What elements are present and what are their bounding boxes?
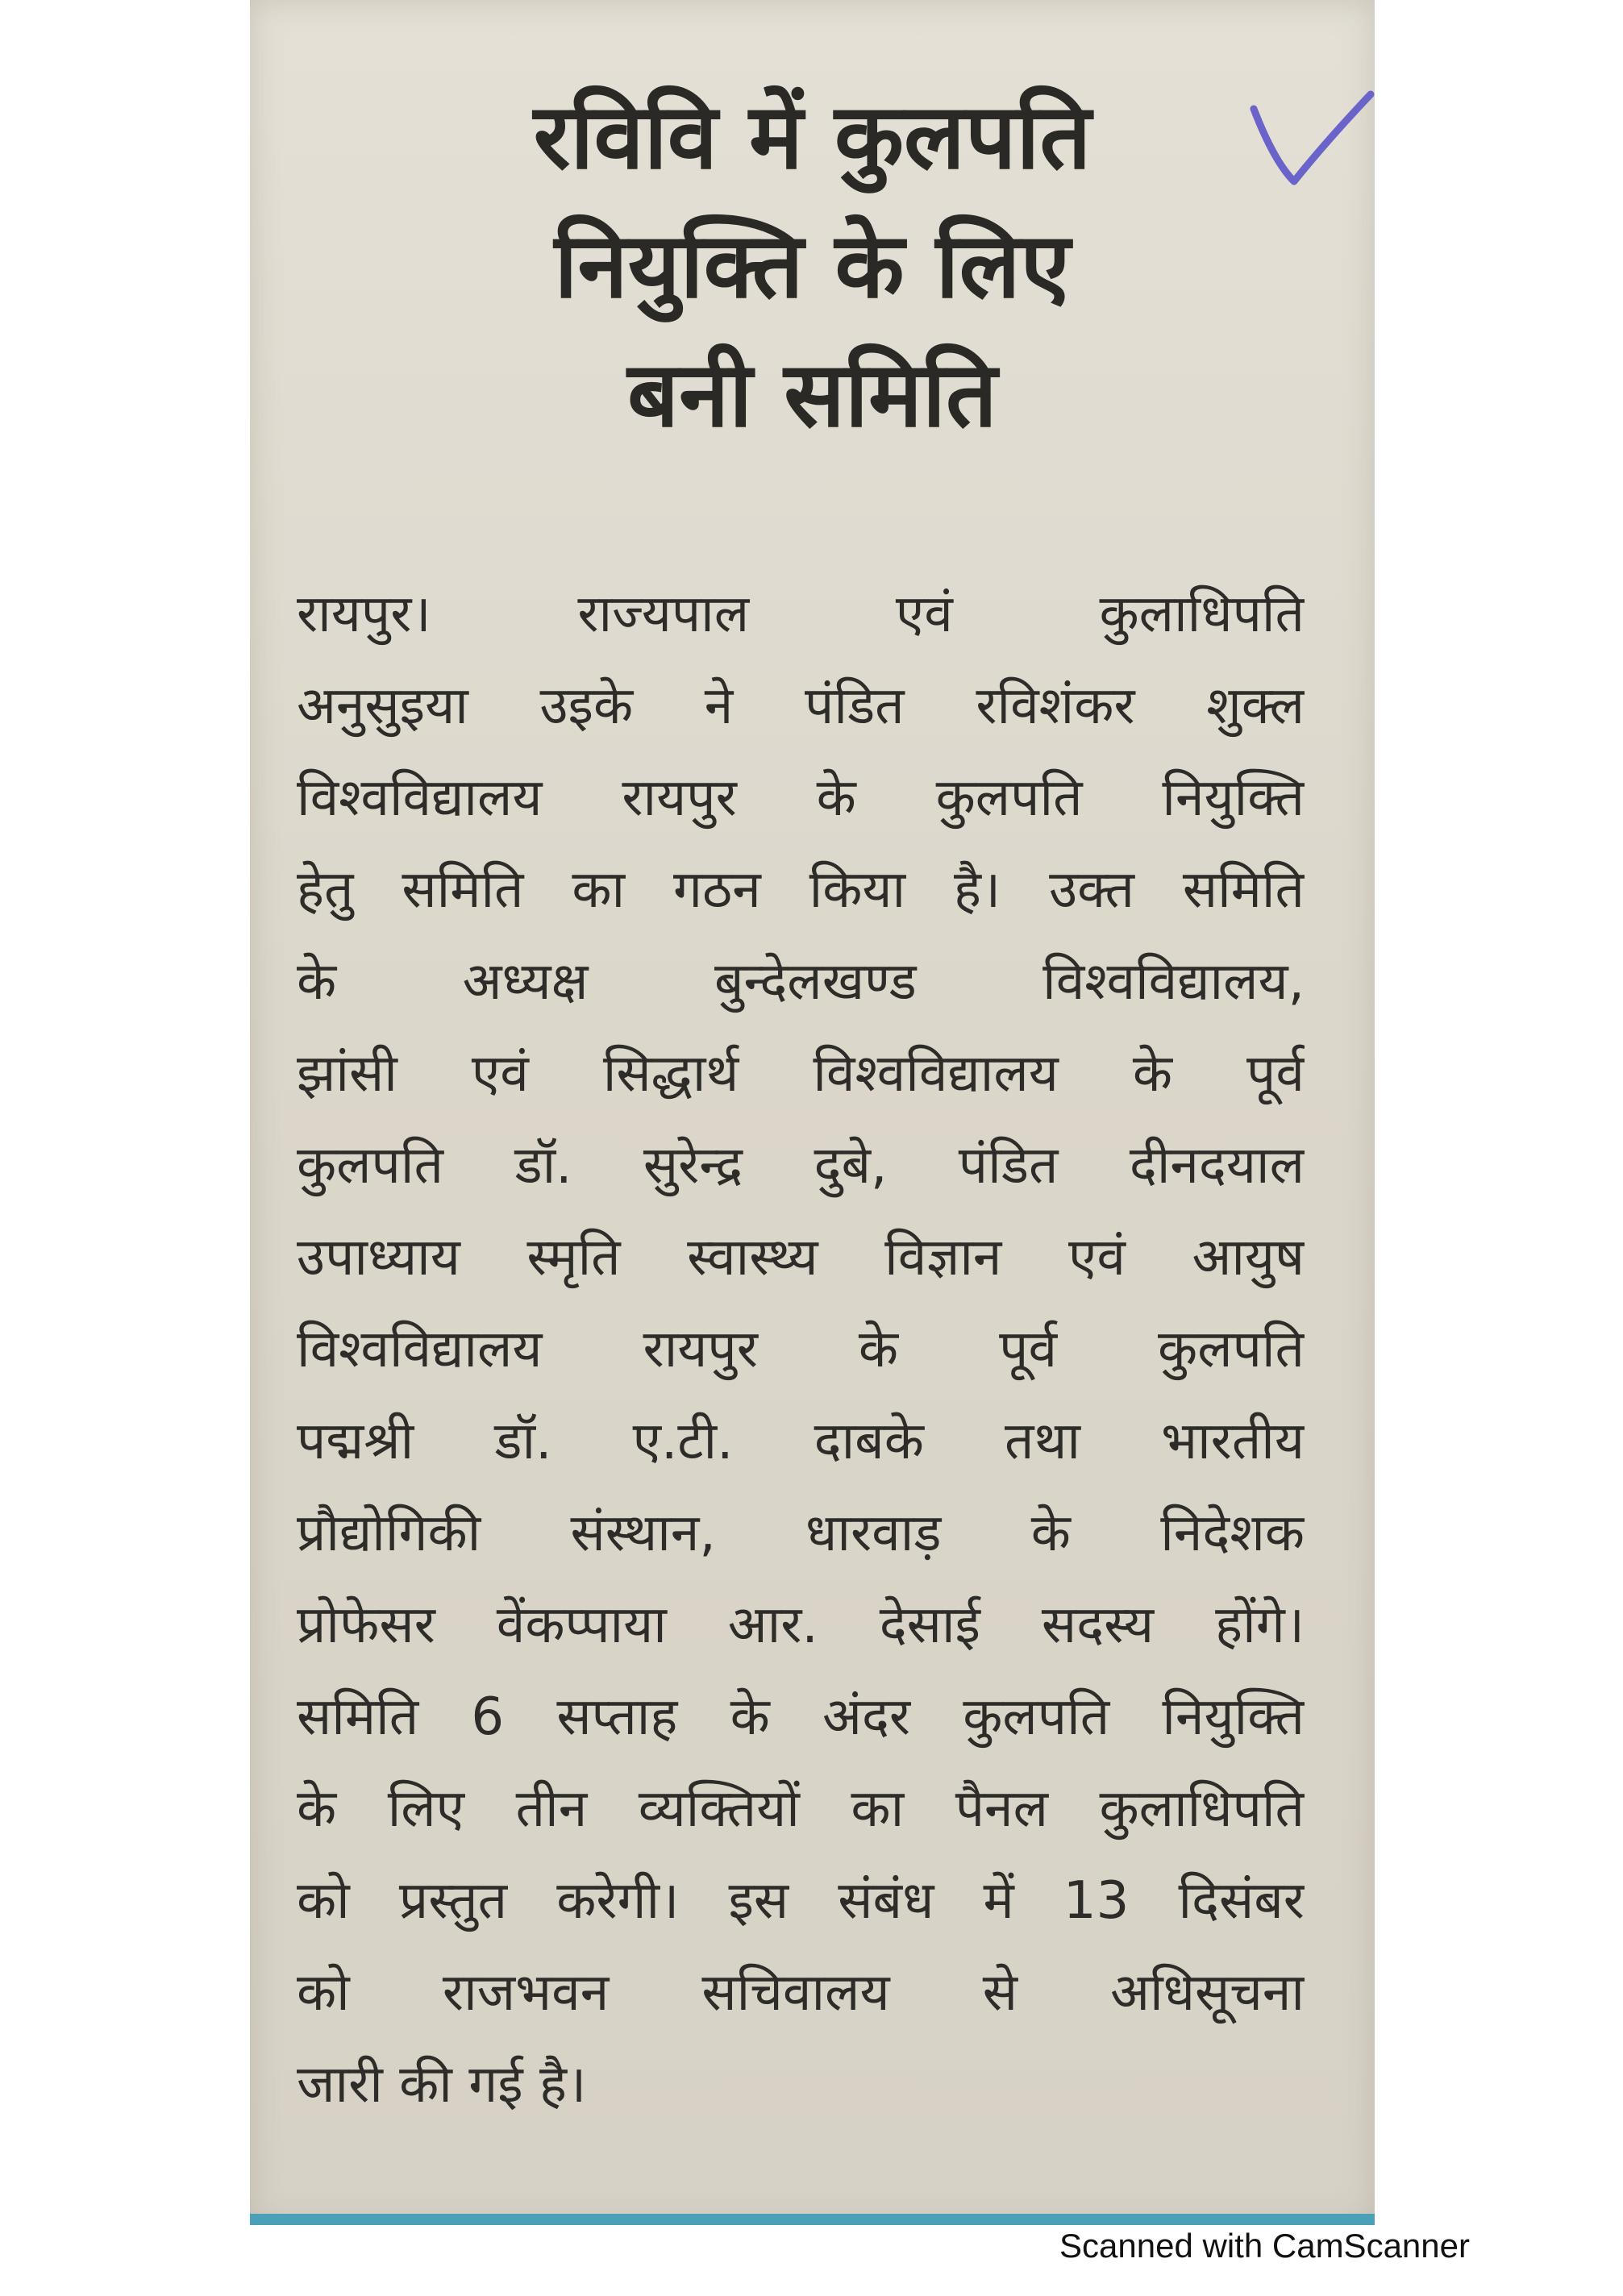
body-line: के अध्यक्ष बुन्देलखण्ड विश्वविद्यालय,: [297, 952, 1305, 1012]
body-line: पद्मश्री डॉ. ए.टी. दाबके तथा भारतीय: [297, 1412, 1305, 1471]
body-line: विश्वविद्यालय रायपुर के कुलपति नियुक्ति: [297, 768, 1305, 828]
headline-line: रविवि में कुलपति: [533, 85, 1092, 189]
body-line: विश्वविद्यालय रायपुर के पूर्व कुलपति: [297, 1320, 1305, 1379]
body-line: समिति 6 सप्ताह के अंदर कुलपति नियुक्ति: [297, 1687, 1305, 1747]
scanner-watermark: Scanned with CamScanner: [1059, 2227, 1470, 2265]
body-line: को प्रस्तुत करेगी। इस संबंध में 13 दिसंबर: [297, 1871, 1305, 1931]
headline: [250, 73, 1375, 460]
checkmark-icon: [1246, 85, 1379, 198]
body-line: रायपुर। राज्यपाल एवं कुलाधिपति: [297, 584, 1305, 644]
body-line: प्रोफेसर वेंकप्पाया आर. देसाई सदस्य होंगे।: [297, 1595, 1305, 1655]
body-line: झांसी एवं सिद्धार्थ विश्वविद्यालय के पूर्व: [297, 1044, 1305, 1104]
body-line: हेतु समिति का गठन किया है। उक्त समिति: [297, 860, 1305, 920]
body-line: अनुसुइया उइके ने पंडित रविशंकर शुक्ल: [297, 676, 1305, 736]
body-line: कुलपति डॉ. सुरेन्द्र दुबे, पंडित दीनदयाल: [297, 1136, 1305, 1196]
headline-line: बनी समिति: [627, 343, 997, 447]
article-body: [297, 568, 1305, 2131]
body-line: को राजभवन सचिवालय से अधिसूचना: [297, 1963, 1305, 2023]
body-line: के लिए तीन व्यक्तियों का पैनल कुलाधिपति: [297, 1779, 1305, 1839]
body-line: जारी की गई है।: [297, 2055, 587, 2115]
body-line: उपाध्याय स्मृति स्वास्थ्य विज्ञान एवं आयुष: [297, 1228, 1305, 1287]
body-line: प्रौद्योगिकी संस्थान, धारवाड़ के निदेशक: [297, 1504, 1305, 1563]
headline-line: नियुक्ति के लिए: [554, 214, 1071, 318]
